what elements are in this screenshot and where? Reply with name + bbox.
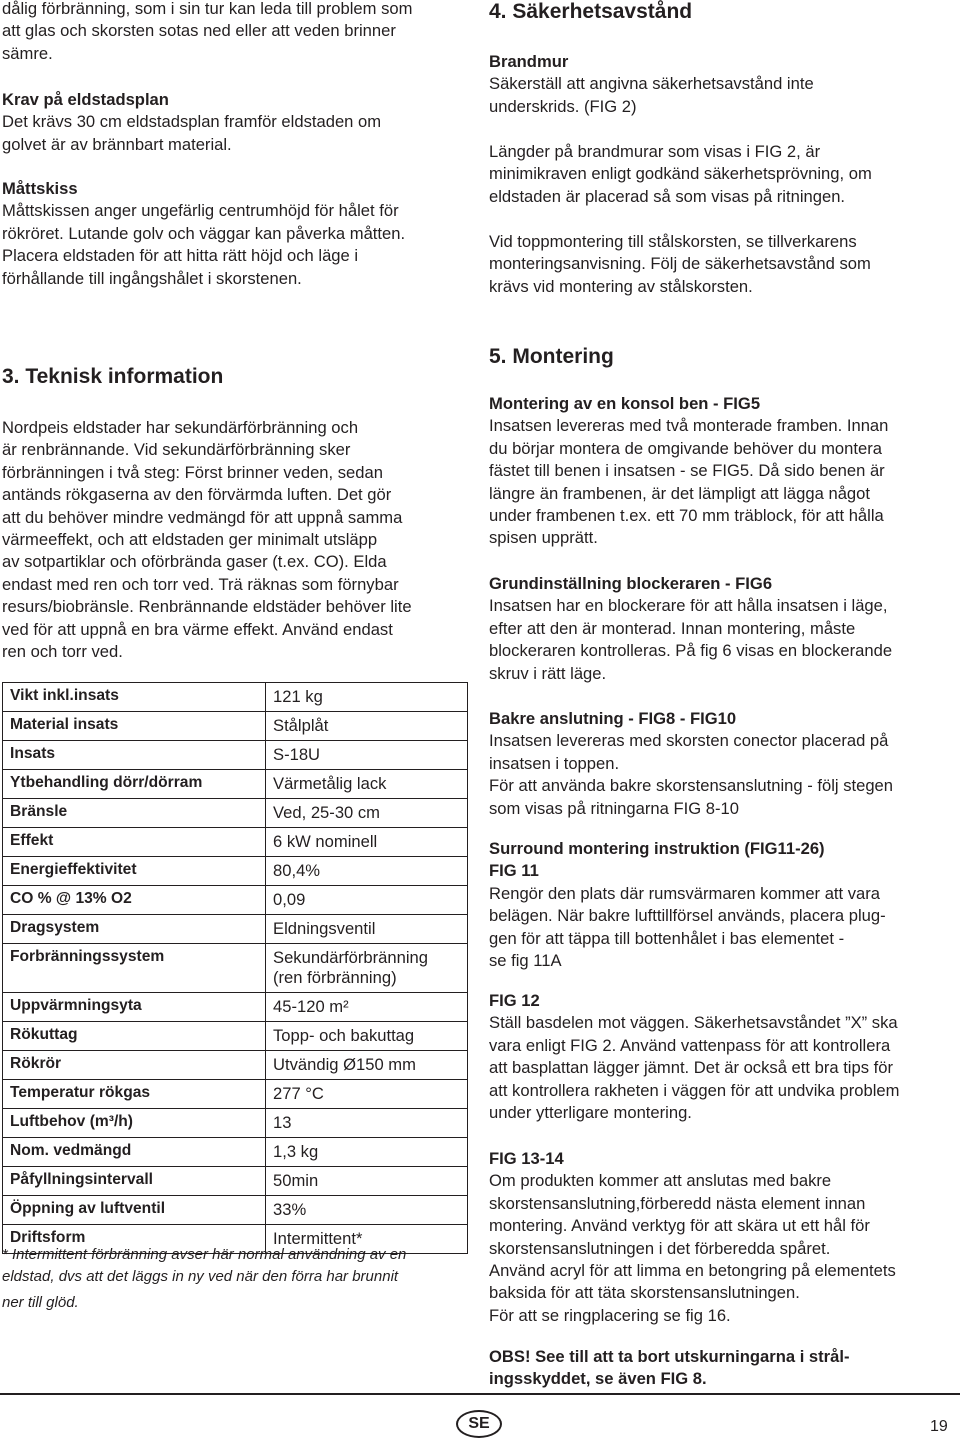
- spec-label: CO % @ 13% O2: [3, 886, 266, 915]
- spec-value: 50min: [266, 1167, 468, 1196]
- spec-row: [3, 886, 468, 915]
- spec-row: [3, 799, 468, 828]
- spec-row: [3, 712, 468, 741]
- spec-value: 121 kg: [266, 683, 468, 712]
- spec-label: Öppning av luftventil: [3, 1196, 266, 1225]
- spec-row: [3, 741, 468, 770]
- safety-text-3: Vid toppmontering till stålskorsten, se tillverkarens monteringsanvisning. Följ de säkerhetsavstånd som krävs vid montering av stålskorsten.: [489, 232, 871, 296]
- spec-row: [3, 770, 468, 799]
- spec-value: Topp- och bakuttag: [266, 1022, 468, 1051]
- technical-title: 3. Teknisk information: [2, 365, 224, 388]
- spec-label: Påfyllningsintervall: [3, 1167, 266, 1196]
- spec-label: Insats: [3, 741, 266, 770]
- fig12-section: FIG 12 Ställ basdelen mot väggen. Säkerhetsavståndet ”X” ska vara enligt FIG 2. Använd vattenpass för att kontrollera att basplattan lägger jämnt. Det är också ett bra tips för att kontrollera rakheten i väggen för att undvika problem under ytterligare montering.: [489, 991, 900, 1123]
- spec-row: [3, 683, 468, 712]
- language-badge: SE: [456, 1410, 502, 1438]
- spec-value: 33%: [266, 1196, 468, 1225]
- spec-row: [3, 1109, 468, 1138]
- spec-label: Uppvärmningsyta: [3, 993, 266, 1022]
- hearth-section: Krav på eldstadsplan Det krävs 30 cm eldstadsplan framför eldstaden om golvet är av brännbart material.: [2, 90, 382, 154]
- safety-heading: Brandmur: [489, 52, 569, 71]
- spec-value: 45-120 m²: [266, 993, 468, 1022]
- spec-label: Nom. vedmängd: [3, 1138, 266, 1167]
- spec-row: [3, 857, 468, 886]
- spec-row: [3, 1196, 468, 1225]
- intro-text: dålig förbränning, som i sin tur kan leda till problem som att glas och skorsten sotas ned eller att veden brinner sämre.: [2, 0, 413, 63]
- footer-rule: [0, 1393, 960, 1395]
- spec-value: Utvändig Ø150 mm: [266, 1051, 468, 1080]
- fig13-section: FIG 13-14 Om produkten kommer att anslutas med bakre skorstensanslutning,förberedd nästa element innan montering. Använd verktyg för att skära ut ett hål för skorstensanslutningen i det förberedda spåret. Använd acryl för att limma en betongring på elementets baksida för att täta skorstensanslutningen. För att se ringplacering se fig 16.: [489, 1149, 896, 1325]
- spec-value: 0,09: [266, 886, 468, 915]
- safety-title: 4. Säkerhetsavstånd: [489, 0, 693, 23]
- spec-row: [3, 828, 468, 857]
- hearth-heading: Krav på eldstadsplan: [2, 90, 169, 109]
- spec-label: Bränsle: [3, 799, 266, 828]
- technical-text: Nordpeis eldstader har sekundärförbränning och är renbrännande. Vid sekundärförbränning sker förbränningen i två steg: Först brinner veden, sedan antänds rökgaserna av den förvärmda luften. Det gör att du behöver mindre vedmängd för att uppnå samma värmeeffekt, och att eldstaden ger minimalt utsläpp av sotpartiklar och oförbrända gaser (t.ex. CO). Elda endast med ren och torr ved. Trä räknas som förnybar resurs/biobränsle. Renbrännande eldstäder behöver lite ved för att uppnå en bra värme effekt. Använd endast ren och torr ved.: [2, 418, 412, 662]
- spec-value: 1,3 kg: [266, 1138, 468, 1167]
- mounting-title: 5. Montering: [489, 345, 614, 368]
- safety-text-1: Brandmur Säkerställ att angivna säkerhetsavstånd inte underskrids. (FIG 2): [489, 52, 814, 116]
- sketch-section: Måttskiss Måttskissen anger ungefärlig centrumhöjd för hålet för rökröret. Lutande golv och väggar kan påverka måtten. Placera eldstaden för att hitta rätt höjd och läge i förhållande till ingångshålet i skorstenen.: [2, 179, 406, 288]
- specs-table: [2, 682, 468, 1254]
- spec-label: Temperatur rökgas: [3, 1080, 266, 1109]
- safety-text-2: Längder på brandmurar som visas i FIG 2, är minimikraven enligt godkänd säkerhetsprövning, om eldstaden är placerad så som visas på ritningen.: [489, 142, 872, 206]
- surround-section: Surround montering instruktion (FIG11-26) FIG 11 Rengör den plats där rumsvärmaren kommer att vara belägen. När bakre lufttillförsel används, placera plug- gen för att täppa till bottenhålet i bas elementet - se fig 11A: [489, 839, 886, 971]
- spec-label: Effekt: [3, 828, 266, 857]
- spec-row: [3, 944, 468, 993]
- spec-value: S-18U: [266, 741, 468, 770]
- obs-note: OBS! See till att ta bort utskurningarna i strål- ingsskyddet, se även FIG 8.: [489, 1347, 850, 1389]
- spec-value: Ved, 25-30 cm: [266, 799, 468, 828]
- spec-label: Luftbehov (m³/h): [3, 1109, 266, 1138]
- spec-label: Driftsform: [3, 1225, 266, 1254]
- spec-label: Forbränningssystem: [3, 944, 266, 993]
- spec-label: Ytbehandling dörr/dörram: [3, 770, 266, 799]
- spec-label: Dragsystem: [3, 915, 266, 944]
- spec-label: Vikt inkl.insats: [3, 683, 266, 712]
- spec-row: [3, 1080, 468, 1109]
- spec-row: [3, 1051, 468, 1080]
- spec-value: 6 kW nominell: [266, 828, 468, 857]
- spec-label: Energieffektivitet: [3, 857, 266, 886]
- spec-value: 13: [266, 1109, 468, 1138]
- spec-value: Värmetålig lack: [266, 770, 468, 799]
- spec-row: [3, 915, 468, 944]
- spec-row: [3, 993, 468, 1022]
- spec-value: Stålplåt: [266, 712, 468, 741]
- spec-label: Material insats: [3, 712, 266, 741]
- spec-row: [3, 1022, 468, 1051]
- blocker-section: Grundinställning blockeraren - FIG6 Insatsen har en blockerare för att hålla insatsen i läge, efter att den är monterad. Innan montering, måste blockeraren kontrolleras. På fig 6 visas en blockerande skruv i rätt läge.: [489, 574, 893, 683]
- spec-label: Rökuttag: [3, 1022, 266, 1051]
- spec-value: Eldningsventil: [266, 915, 468, 944]
- spec-value: 80,4%: [266, 857, 468, 886]
- rear-section: Bakre anslutning - FIG8 - FIG10 Insatsen levereras med skorsten conector placerad på insatsen i toppen. För att använda bakre skorstensanslutning - följ stegen som visas på ritningarna FIG 8-10: [489, 709, 894, 818]
- footnote: * Intermittent förbränning avser här normal användning av en eldstad, dvs att det läggs in ny ved när den förra har brunnit ner till glöd.: [2, 1246, 407, 1311]
- spec-row: [3, 1138, 468, 1167]
- spec-row: [3, 1167, 468, 1196]
- spec-value: 277 °C: [266, 1080, 468, 1109]
- sketch-heading: Måttskiss: [2, 179, 78, 198]
- spec-label: Rökrör: [3, 1051, 266, 1080]
- page-number: 19: [930, 1418, 948, 1435]
- spec-value: Intermittent*: [266, 1225, 468, 1254]
- consol-section: Montering av en konsol ben - FIG5 Insatsen levereras med två monterade framben. Innan du börjar montera de omgivande behöver du montera fästet till benen i insatsen - se FIG5. Då sido benen är längre än frambenen, är det lämpligt att lägga något under frambenen t.ex. ett 70 mm träblock, för att hålla spisen upprätt.: [489, 394, 889, 548]
- spec-value: Sekundärförbränning (ren förbränning): [266, 944, 468, 993]
